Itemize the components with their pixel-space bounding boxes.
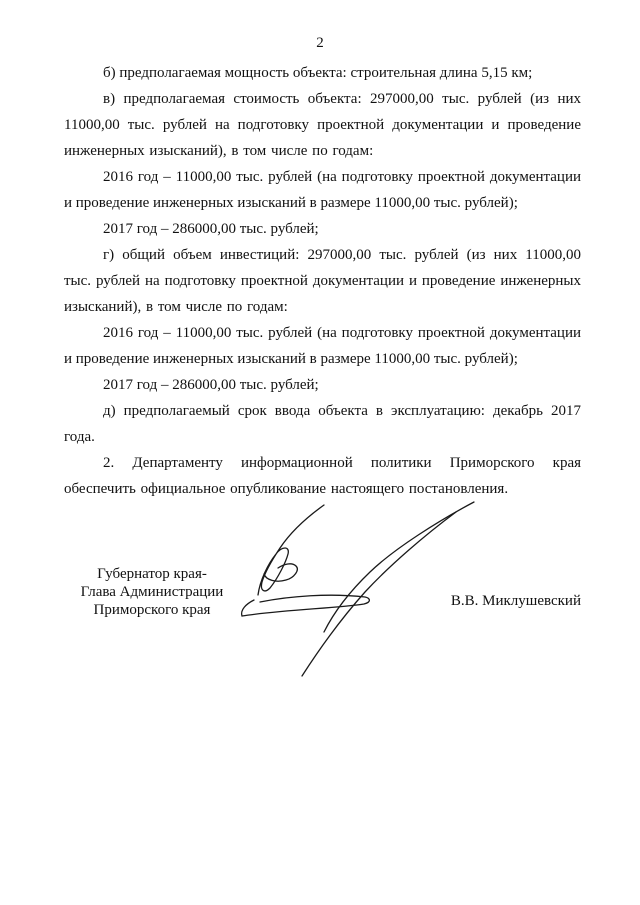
paragraph-capacity: б) предполагаемая мощность объекта: строительная длина 5,15 км; bbox=[103, 65, 533, 81]
paragraph-investment-2017: 2017 год – 286000,00 тыс. рублей; bbox=[103, 377, 319, 393]
signer-title-line-2: Глава Администрации bbox=[80, 584, 224, 600]
page-number: 2 bbox=[316, 35, 324, 51]
signer-title bbox=[72, 565, 232, 619]
paragraph-cost: в) предполагаемая стоимость объекта: 297000,00 тыс. рублей (из них 11000,00 тыс. рублей на подготовку проектной документации и проведение инженерных изысканий), в том числе по годам: bbox=[64, 91, 581, 159]
handwritten-signature bbox=[220, 500, 480, 680]
signer-title-line-3: Приморского края bbox=[93, 602, 211, 618]
document-body bbox=[64, 60, 581, 502]
signature-block bbox=[0, 545, 640, 685]
paragraph-investment-2016: 2016 год – 11000,00 тыс. рублей (на подготовку проектной документации и проведение инженерных изысканий в размере 11000,00 тыс. рублей); bbox=[64, 325, 581, 367]
paragraph-commissioning-date: д) предполагаемый срок ввода объекта в эксплуатацию: декабрь 2017 года. bbox=[64, 403, 581, 445]
signer-title-line-1: Губернатор края- bbox=[97, 566, 207, 582]
paragraph-cost-2017: 2017 год – 286000,00 тыс. рублей; bbox=[103, 221, 319, 237]
signer-name: В.В. Миклушевский bbox=[450, 593, 581, 609]
paragraph-investment: г) общий объем инвестиций: 297000,00 тыс. рублей (из них 11000,00 тыс. рублей на подготовку проектной документации и проведение инженерных изысканий), в том числе по годам: bbox=[64, 247, 581, 315]
paragraph-publication-order: 2. Департаменту информационной политики Приморского края обеспечить официальное опубликование настоящего постановления. bbox=[64, 455, 581, 497]
paragraph-cost-2016: 2016 год – 11000,00 тыс. рублей (на подготовку проектной документации и проведение инженерных изысканий в размере 11000,00 тыс. рублей); bbox=[64, 169, 581, 211]
